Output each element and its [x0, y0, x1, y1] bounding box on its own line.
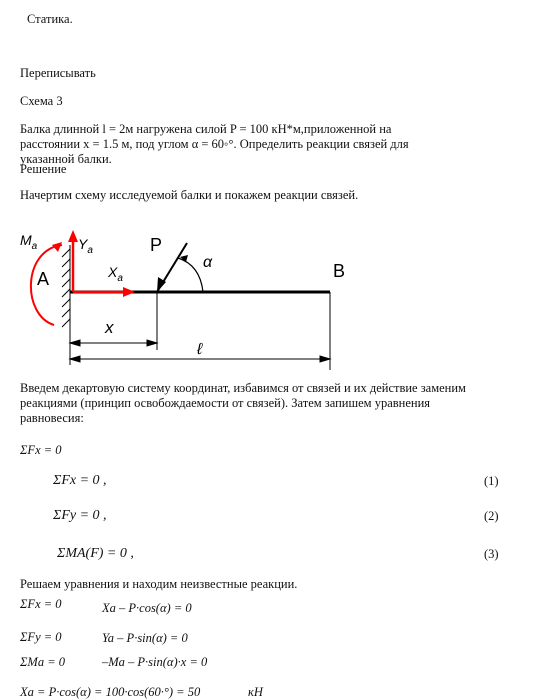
solve-row-3-right: –Ma – P·sin(α)·x = 0 [102, 655, 208, 669]
angle-label: α [203, 254, 213, 271]
equation-3-number: (3) [484, 547, 499, 561]
dimension-x-label: x [105, 318, 114, 337]
problem-line-1: Балка длинной l = 2м нагружена силой P = 100 кН*м,приложенной на [20, 122, 392, 136]
solution-heading: Решение [20, 162, 67, 176]
xa-arrow [73, 287, 135, 297]
page-title: Статика. [27, 12, 73, 26]
equation-1-number: (1) [484, 474, 499, 488]
wall-support [62, 245, 70, 327]
problem-line-3: указанной балки. [20, 152, 112, 166]
dimension-x [70, 292, 157, 365]
problem-line-2: расстоянии x = 1.5 м, под углом α = 60◦°. Определить реакции связей для [20, 137, 409, 151]
ya-label: $Y_a$ [78, 236, 93, 256]
beam-diagram [0, 225, 550, 380]
equation-3: ΣMA(F) = 0 , [57, 546, 134, 561]
rewrite-label: Переписывать [20, 66, 96, 80]
solve-last-unit: кН [248, 685, 263, 699]
point-b-label: B [333, 261, 346, 281]
text-after-line-3: равновесия: [20, 411, 84, 425]
solve-intro: Решаем уравнения и находим неизвестные реакции. [20, 577, 298, 591]
solve-last-line: Xa = P·cos(α) = 100·cos(60·°) = 50 [20, 685, 201, 699]
text-after-line-2: реакциями (принцип освобождаемости от связей). Затем запишем уравнения [20, 396, 431, 410]
force-p-label: P [150, 235, 163, 255]
dimension-l-label: ℓ [197, 341, 203, 358]
moment-label: $M_a$ [20, 232, 38, 252]
solve-row-3-left: ΣMa = 0 [20, 655, 66, 669]
scheme-label: Схема 3 [20, 94, 63, 108]
solve-row-2-right: Ya – P·sin(α) = 0 [102, 631, 188, 645]
solve-row-2-left: ΣFy = 0 [20, 630, 62, 644]
equation-2: ΣFy = 0 , [53, 508, 107, 523]
xa-label: $X_a$ [108, 264, 123, 284]
equation-1: ΣFx = 0 , [53, 473, 107, 488]
sum-fx-header: ΣFx = 0 [20, 443, 62, 457]
point-a-label: A [37, 269, 50, 289]
equation-2-number: (2) [484, 509, 499, 523]
solve-row-1-left: ΣFx = 0 [20, 597, 62, 611]
instruction-text: Начертим схему исследуемой балки и покажем реакции связей. [20, 188, 359, 202]
solve-row-1-right: Xa – P·cos(α) = 0 [102, 601, 192, 615]
angle-arc [178, 255, 203, 292]
text-after-line-1: Введем декартовую систему координат, избавимся от связей и их действие заменим [20, 381, 466, 395]
